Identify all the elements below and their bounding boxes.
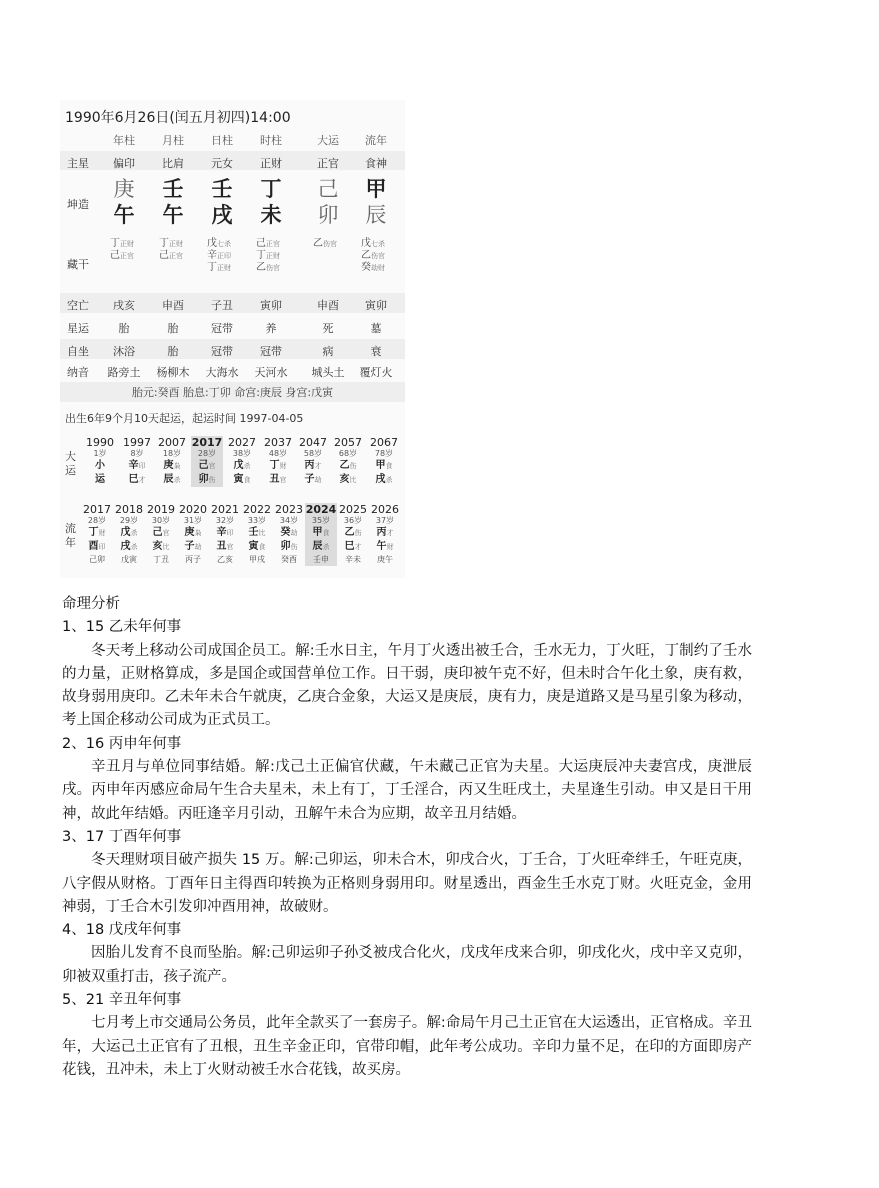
hidden-stem: 丁正财 xyxy=(256,250,280,261)
section-body: 冬天理财项目破产损失 15 万。解:己卯运，卯未合木，卯戌合火，丁壬合，丁火旺牵绊壬，午旺克庚，八字假从财格。丁酉年日主得酉印转换为正格则身弱用印。财星透出，酉金生壬水克丁财。火旺克金，金用神弱，丁壬合木引发卯冲酉用神，故破财。 xyxy=(62,852,752,915)
section-body: 因胎儿发育不良而坠胎。解:己卯运卯子孙爻被戌合化火，戊戌年戌来合卯，卯戌化火，戌中辛又克卯，卯被双重打击，孩子流产。 xyxy=(62,945,752,985)
liunian-column[interactable]: 2018 29岁 戊杀 戌杀 戊寅 xyxy=(115,503,143,564)
xingyun-cell: 胎 xyxy=(167,322,179,335)
chart-title: 1990年6月26日(闰五月初四)14:00 xyxy=(65,110,291,126)
section-body: 辛丑月与单位同事结婚。解:戊己土正偏官伏藏，午未藏己正官为夫星。大运庚辰冲夫妻宫戌，庚泄辰戌。丙申年丙感应命局午生合夫星未，未上有丁，丁壬淫合，丙又生旺戌土，夫星逢生引动。申又是日干用神，故此年结婚。丙旺逢辛月引动，丑解午未合为应期，故辛丑月结婚。 xyxy=(62,759,752,822)
liunian-column[interactable]: 2026 37岁 丙才 午财 庚午 xyxy=(371,503,399,564)
hidden-stems-col xyxy=(207,238,251,274)
section-title: 2、16 丙申年何事 xyxy=(62,735,182,752)
xingyun-cell: 冠带 xyxy=(211,322,233,335)
taiyuan-line: 胎元:癸酉 胎息:丁卯 命宫:庚辰 身宫:戊寅 xyxy=(131,386,334,399)
zizuo-cell: 冠带 xyxy=(211,345,233,358)
column-header: 月柱 xyxy=(162,134,184,147)
xingyun-cell: 墓 xyxy=(370,322,382,335)
row-label-xingyun: 星运 xyxy=(67,322,89,335)
hidden-stems-col xyxy=(110,238,154,262)
heavenly-stem: 壬 xyxy=(162,177,184,201)
section-title: 4、18 戊戌年何事 xyxy=(62,922,182,939)
dayun-column[interactable]: 1990 1岁 小 运 xyxy=(86,436,114,485)
xingyun-cell: 胎 xyxy=(118,322,130,335)
column-header: 年柱 xyxy=(113,134,135,147)
heavenly-stem: 己 xyxy=(317,177,339,201)
heavenly-stem: 甲 xyxy=(365,177,387,201)
earthly-branch: 未 xyxy=(260,203,282,227)
heavenly-stem: 丁 xyxy=(260,177,282,201)
hidden-stem: 己正官 xyxy=(110,250,134,261)
nayin-cell: 杨柳木 xyxy=(156,366,190,379)
zizuo-cell: 冠带 xyxy=(260,345,282,358)
liunian-column-selected[interactable]: 2024 35岁 甲食 辰杀 壬申 xyxy=(305,503,337,564)
row-label-qiankun: 坤造 xyxy=(67,198,89,211)
hidden-stem: 己正官 xyxy=(256,238,280,249)
liunian-column[interactable]: 2025 36岁 乙伤 巳才 辛未 xyxy=(339,503,367,564)
hidden-stems-col xyxy=(256,238,300,274)
earthly-branch: 午 xyxy=(162,203,184,227)
row-label-main-star: 主星 xyxy=(67,157,89,170)
zizuo-cell: 沐浴 xyxy=(113,345,135,358)
dayun-label: 大运 xyxy=(65,450,76,477)
nayin-cell: 覆灯火 xyxy=(359,366,393,379)
hidden-stems-col xyxy=(313,238,357,250)
hidden-stems-col xyxy=(361,238,405,274)
nayin-cell: 城头土 xyxy=(311,366,345,379)
dayun-column-selected[interactable]: 2017 28岁 己官 卯伤 xyxy=(191,436,223,485)
kongwang-cell: 寅卯 xyxy=(260,299,282,312)
row-label-nayin: 纳音 xyxy=(67,366,89,379)
main-star: 食神 xyxy=(365,157,387,170)
hidden-stem: 戊七杀 xyxy=(361,238,385,249)
dayun-column[interactable]: 1997 8岁 辛印 巳才 xyxy=(123,436,151,485)
main-star: 正财 xyxy=(260,157,282,170)
liunian-column[interactable]: 2017 28岁 丁财 酉印 己卯 xyxy=(83,503,111,564)
dayun-column[interactable]: 2067 78岁 甲食 戌杀 xyxy=(370,436,398,485)
hidden-stem: 丁正财 xyxy=(159,238,183,249)
column-header: 大运 xyxy=(317,134,339,147)
earthly-branch: 戌 xyxy=(211,203,233,227)
liunian-label: 流年 xyxy=(65,522,76,549)
hidden-stem: 丁正财 xyxy=(110,238,134,249)
main-star: 元女 xyxy=(211,157,233,170)
row-label-canggan: 藏干 xyxy=(67,258,89,271)
heavenly-stem: 壬 xyxy=(211,177,233,201)
earthly-branch: 卯 xyxy=(317,203,339,227)
xingyun-cell: 死 xyxy=(322,322,334,335)
hidden-stem: 己正官 xyxy=(159,250,183,261)
nayin-cell: 天河水 xyxy=(254,366,288,379)
zizuo-cell: 衰 xyxy=(370,345,382,358)
kongwang-cell: 申酉 xyxy=(317,299,339,312)
zizuo-cell: 病 xyxy=(322,345,334,358)
hidden-stems-col xyxy=(159,238,203,262)
dayun-column[interactable]: 2007 18岁 庚枭 辰杀 xyxy=(158,436,186,485)
kongwang-cell: 寅卯 xyxy=(365,299,387,312)
heavenly-stem: 庚 xyxy=(113,177,135,201)
column-header: 流年 xyxy=(365,134,387,147)
liunian-column[interactable]: 2019 30岁 己官 亥比 丁丑 xyxy=(147,503,175,564)
section-title: 5、21 辛丑年何事 xyxy=(62,992,182,1009)
section-title: 1、15 乙未年何事 xyxy=(62,619,182,636)
column-header: 时柱 xyxy=(260,134,282,147)
column-header: 日柱 xyxy=(211,134,233,147)
hidden-stem: 乙伤官 xyxy=(256,262,280,273)
hidden-stem: 丁正财 xyxy=(207,262,231,273)
kongwang-cell: 戌亥 xyxy=(113,299,135,312)
main-star: 比肩 xyxy=(162,157,184,170)
xingyun-cell: 养 xyxy=(265,322,277,335)
section-title: 3、17 丁酉年何事 xyxy=(62,828,182,845)
liunian-column[interactable]: 2020 31岁 庚枭 子劫 丙子 xyxy=(179,503,207,564)
nayin-cell: 大海水 xyxy=(205,366,239,379)
earthly-branch: 辰 xyxy=(365,203,387,227)
article-heading: 命理分析 xyxy=(62,596,120,612)
row-label-zizuo: 自坐 xyxy=(67,345,89,358)
nayin-cell: 路旁土 xyxy=(107,366,141,379)
zizuo-cell: 胎 xyxy=(167,345,179,358)
dayun-column[interactable]: 2037 48岁 丁财 丑官 xyxy=(264,436,292,485)
hidden-stem: 乙伤官 xyxy=(313,238,337,249)
hidden-stem: 辛正印 xyxy=(207,250,231,261)
hidden-stem: 癸劫财 xyxy=(361,262,385,273)
liunian-column[interactable]: 2022 33岁 壬比 寅食 甲戌 xyxy=(243,503,271,564)
main-star: 偏印 xyxy=(113,157,135,170)
section-body: 冬天考上移动公司成国企员工。解:壬水日主，午月丁火透出被壬合，壬水无力，丁火旺，丁制约了壬水的力量，正财格算成，多是国企或国营单位工作。日干弱，庚印被午克不好，但未时合午化土象，庚有救，故身弱用庚印。乙未年未合午就庚，乙庚合金象，大运又是庚辰，庚有力，庚是道路又是马星引象为移动，考上国企移动公司成为正式员工。 xyxy=(62,642,752,729)
section-body: 七月考上市交通局公务员，此年全款买了一套房子。解:命局午月己土正官在大运透出，正官格成。辛丑年，大运己土正官有了丑根，丑生辛金正印，官带印帽，此年考公成功。辛印力量不足，在印的方面即房产花钱，丑冲未，未上丁火财动被壬水合花钱，故买房。 xyxy=(62,1015,752,1078)
kongwang-cell: 申酉 xyxy=(162,299,184,312)
hidden-stem: 戊七杀 xyxy=(207,238,231,249)
dayun-column[interactable]: 2057 68岁 乙伤 亥比 xyxy=(334,436,362,485)
liunian-column[interactable]: 2021 32岁 辛印 丑官 乙亥 xyxy=(211,503,239,564)
row-label-kongwang: 空亡 xyxy=(67,299,89,312)
hidden-stem: 乙伤官 xyxy=(361,250,385,261)
dayun-column[interactable]: 2047 58岁 丙才 子劫 xyxy=(299,436,327,485)
main-star: 正官 xyxy=(317,157,339,170)
qiyun-line: 出生6年9个月10天起运，起运时间 1997-04-05 xyxy=(65,412,304,425)
liunian-column[interactable]: 2023 34岁 癸劫 卯伤 癸酉 xyxy=(275,503,303,564)
analysis-article xyxy=(62,593,752,1082)
earthly-branch: 午 xyxy=(113,203,135,227)
dayun-column[interactable]: 2027 38岁 戊杀 寅食 xyxy=(228,436,256,485)
kongwang-cell: 子丑 xyxy=(211,299,233,312)
